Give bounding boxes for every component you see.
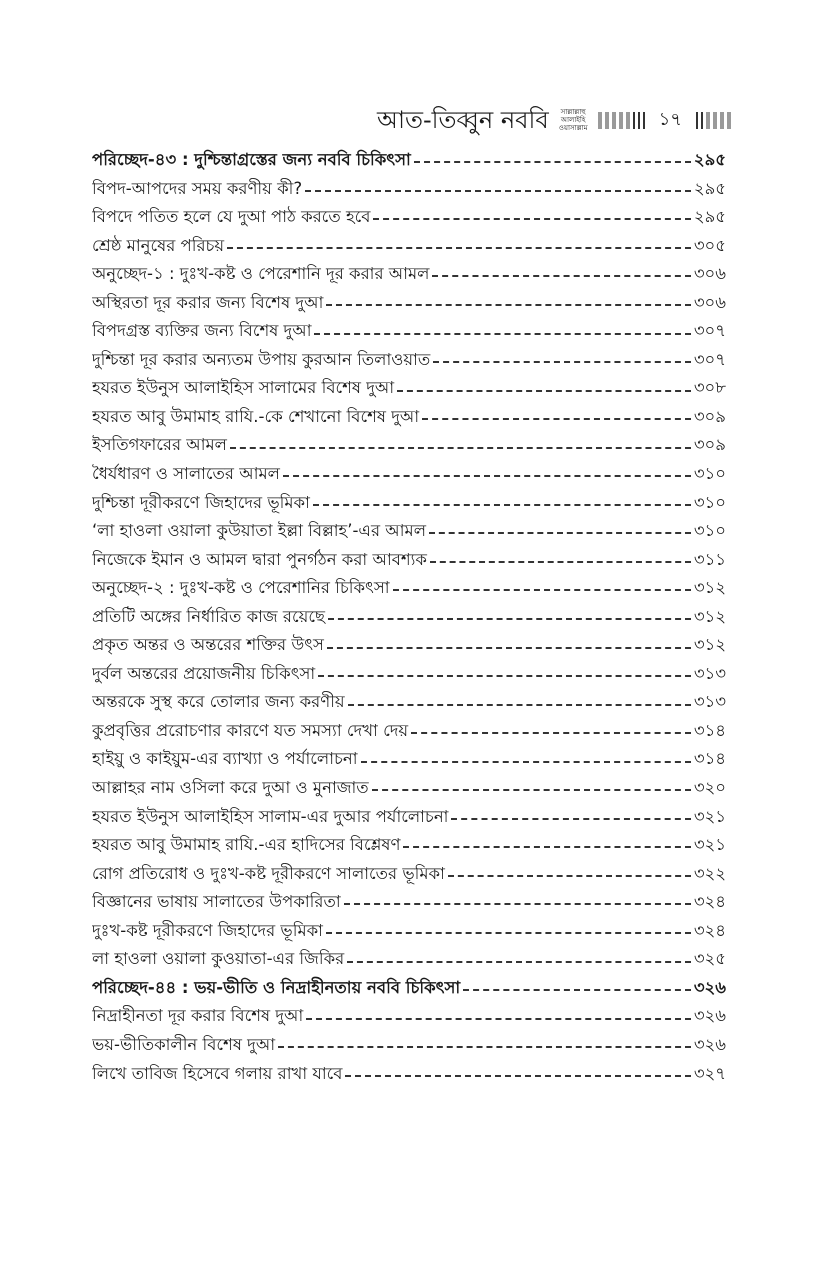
dotted-leader xyxy=(306,1018,691,1020)
toc-entry-title: শ্রেষ্ঠ মানুষের পরিচয় xyxy=(92,235,225,255)
honorific-calligraphy: সাল্লাল্লাহু আলাইহি ওয়াসাল্লাম xyxy=(558,108,588,132)
toc-page-number: ৩০৬ xyxy=(693,264,726,284)
toc-entry-row xyxy=(92,460,726,489)
dotted-leader xyxy=(422,418,691,420)
dotted-leader xyxy=(397,390,691,392)
toc-entry-title: অনুচ্ছেদ-১ : দুঃখ-কষ্ট ও পেরেশানি দূর করার আমল xyxy=(92,264,430,284)
toc-entry-title: প্রকৃত অন্তর ও অন্তরের শক্তির উৎস xyxy=(92,635,324,655)
toc-page-number: ৩০৫ xyxy=(693,235,726,255)
toc-entry-title: অন্তরকে সুস্থ করে তোলার জন্য করণীয় xyxy=(92,692,345,712)
toc-page-number: ৩২৪ xyxy=(693,892,726,912)
toc-page-number: ৩২১ xyxy=(693,806,726,826)
toc-page-number: ৩০৮ xyxy=(693,378,726,398)
toc-entry-title: রোগ প্রতিরোধ ও দুঃখ-কষ্ট দূরীকরণে সালাতের ভূমিকা xyxy=(92,863,445,883)
header-ornament-right xyxy=(696,112,731,129)
toc-entry-title: বিজ্ঞানের ভাষায় সালাতের উপকারিতা xyxy=(92,892,341,912)
toc-entry-row xyxy=(92,688,726,717)
toc-entry-row xyxy=(92,260,726,289)
dotted-leader xyxy=(463,989,691,991)
dotted-leader xyxy=(314,333,690,335)
toc-entry-title: প্রতিটি অঙ্গের নির্ধারিত কাজ রয়েছে xyxy=(92,606,325,626)
toc-entry-row xyxy=(92,745,726,774)
page-number: ১৭ xyxy=(658,108,682,130)
toc-entry-row xyxy=(92,860,726,889)
toc-entry-row xyxy=(92,660,726,689)
toc-page-number: ৩২৭ xyxy=(693,1063,726,1083)
toc-entry-title: দুশ্চিন্তা দূরীকরণে জিহাদের ভূমিকা xyxy=(92,492,310,512)
toc-chapter-row xyxy=(92,974,726,1003)
toc-entry-title: দুর্বল অন্তরের প্রয়োজনীয় চিকিৎসা xyxy=(92,663,316,683)
toc-entry-row xyxy=(92,232,726,261)
toc-page-number: ৩২৬ xyxy=(693,977,726,997)
toc-entry-row xyxy=(92,517,726,546)
toc-entry-row xyxy=(92,574,726,603)
dotted-leader xyxy=(326,932,691,934)
toc-page-number: ৩১৪ xyxy=(693,749,726,769)
dotted-leader xyxy=(393,589,691,591)
toc-entry-row xyxy=(92,888,726,917)
toc-page-number: ৩০৭ xyxy=(693,349,726,369)
toc-entry-title: ভয়-ভীতিকালীন বিশেষ দুআ xyxy=(92,1034,276,1054)
toc-entry-title: ইসতিগফারের আমল xyxy=(92,435,227,455)
toc-entry-title: ‘লা হাওলা ওয়ালা কুউয়াতা ইল্লা বিল্লাহ’-এর আমল xyxy=(92,521,426,541)
dotted-leader xyxy=(361,761,691,763)
toc-entry-row xyxy=(92,945,726,974)
toc-entry-row xyxy=(92,917,726,946)
toc-chapter-row xyxy=(92,146,726,175)
toc-entry-row xyxy=(92,803,726,832)
toc-entry-title: বিপদ-আপদের সময় করণীয় কী? xyxy=(92,178,303,198)
toc-entry-row xyxy=(92,489,726,518)
toc-entry-title: ধৈর্যধারণ ও সালাতের আমল xyxy=(92,464,280,484)
toc-entry-row xyxy=(92,203,726,232)
dotted-leader xyxy=(313,504,691,506)
toc-entry-title: হাইয়ু ও কাইয়ুম-এর ব্যাখ্যা ও পর্যালোচনা xyxy=(92,749,358,769)
dotted-leader xyxy=(432,275,690,277)
toc-page-number: ৩২২ xyxy=(693,863,726,883)
toc-entry-title: দুশ্চিন্তা দূর করার অন্যতম উপায় কুরআন তিলাওয়াত xyxy=(92,349,431,369)
dotted-leader xyxy=(429,532,691,534)
toc-page-number: ৩২৬ xyxy=(693,1034,726,1054)
toc-page-number: ৩২৬ xyxy=(693,1006,726,1026)
dotted-leader xyxy=(372,789,691,791)
toc-entry-row xyxy=(92,175,726,204)
toc-entry-row xyxy=(92,289,726,318)
dotted-leader xyxy=(430,561,691,563)
dotted-leader xyxy=(328,618,691,620)
toc-page-number: ৩০৯ xyxy=(693,406,726,426)
dotted-leader xyxy=(348,704,691,706)
toc-entry-row xyxy=(92,1060,726,1089)
toc-page-number: ৩১৩ xyxy=(693,663,726,683)
toc-entry-title: আল্লাহর নাম ওসিলা করে দুআ ও মুনাজাত xyxy=(92,778,369,798)
toc-entry-title: অনুচ্ছেদ-২ : দুঃখ-কষ্ট ও পেরেশানির চিকিৎসা xyxy=(92,578,390,598)
toc-entry-row xyxy=(92,346,726,375)
toc-page-number: ৩০৭ xyxy=(693,321,726,341)
toc-entry-row xyxy=(92,603,726,632)
toc-entry-row xyxy=(92,831,726,860)
toc-entry-row xyxy=(92,431,726,460)
dotted-leader xyxy=(305,190,691,192)
toc-page-number: ৩০৯ xyxy=(693,435,726,455)
toc-entry-row xyxy=(92,1031,726,1060)
toc-entry-row xyxy=(92,631,726,660)
toc-entry-title: পরিচ্ছেদ-৪৩ : দুশ্চিন্তাগ্রস্তের জন্য নববি চিকিৎসা xyxy=(92,150,411,169)
running-header xyxy=(377,100,731,140)
toc-entry-title: বিপদগ্রস্ত ব্যক্তির জন্য বিশেষ দুআ xyxy=(92,321,312,341)
dotted-leader xyxy=(283,475,691,477)
dotted-leader xyxy=(448,875,691,877)
toc-page-number: ৩১৩ xyxy=(693,692,726,712)
toc-entry-title: নিদ্রাহীনতা দূর করার বিশেষ দুআ xyxy=(92,1006,304,1026)
toc-entry-title: হযরত আবু উমামাহ রাযি.-এর হাদিসের বিশ্লেষণ xyxy=(92,835,401,855)
toc-entry-title: অস্থিরতা দূর করার জন্য বিশেষ দুআ xyxy=(92,292,324,312)
toc-entry-row xyxy=(92,546,726,575)
toc-entry-title: পরিচ্ছেদ-৪৪ : ভয়-ভীতি ও নিদ্রাহীনতায় নববি চিকিৎসা xyxy=(92,977,461,997)
toc-entry-title: হযরত ইউনুস আলাইহিস সালামের বিশেষ দুআ xyxy=(92,378,395,398)
toc-entry-row xyxy=(92,717,726,746)
dotted-leader xyxy=(403,846,690,848)
dotted-leader xyxy=(373,218,690,220)
toc-entry-title: হযরত আবু উমামাহ রাযি.-কে শেখানো বিশেষ দুআ xyxy=(92,406,420,426)
toc-entry-title: দুঃখ-কষ্ট দূরীকরণে জিহাদের ভূমিকা xyxy=(92,920,323,940)
dotted-leader xyxy=(414,161,691,163)
toc-page-number: ৩১০ xyxy=(693,492,726,512)
dotted-leader xyxy=(326,304,690,306)
toc-page-number: ৩২১ xyxy=(693,835,726,855)
toc-page-number: ৩২০ xyxy=(693,778,726,798)
toc-page-number: ২৯৫ xyxy=(693,178,726,198)
toc-entry-title: বিপদে পতিত হলে যে দুআ পাঠ করতে হবে xyxy=(92,207,371,227)
toc-entry-title: কুপ্রবৃত্তির প্ররোচণার কারণে যত সমস্যা দেখা দেয় xyxy=(92,720,409,740)
toc-page-number: ৩১২ xyxy=(693,578,726,598)
toc-page-number: ৩২৫ xyxy=(693,949,726,969)
toc-entry-row xyxy=(92,403,726,432)
toc-entry-title: লা হাওলা ওয়ালা কুওয়াতা-এর জিকির xyxy=(92,949,345,969)
toc-page-number: ৩১২ xyxy=(693,635,726,655)
dotted-leader xyxy=(278,1046,691,1048)
header-ornament-left xyxy=(598,112,645,129)
dotted-leader xyxy=(318,675,691,677)
dotted-leader xyxy=(433,361,691,363)
dotted-leader xyxy=(227,247,691,249)
toc-page-number: ৩১১ xyxy=(693,549,726,569)
toc-page-number: ৩১৪ xyxy=(693,720,726,740)
toc-page-number: ২৯৫ xyxy=(693,207,726,227)
toc-page-number: ২৯৫ xyxy=(693,150,726,169)
dotted-leader xyxy=(451,818,690,820)
toc-entry-title: লিখে তাবিজ হিসেবে গলায় রাখা যাবে xyxy=(92,1063,343,1083)
toc-page-number: ৩১০ xyxy=(693,521,726,541)
dotted-leader xyxy=(345,1075,690,1077)
dotted-leader xyxy=(411,732,691,734)
book-title: আত-তিব্বুন নববি xyxy=(377,106,549,134)
toc-page-number: ৩২৪ xyxy=(693,920,726,940)
toc-entry-row xyxy=(92,774,726,803)
dotted-leader xyxy=(230,447,691,449)
dotted-leader xyxy=(327,647,691,649)
dotted-leader xyxy=(347,961,691,963)
toc-entry-row xyxy=(92,1002,726,1031)
dotted-leader xyxy=(344,903,691,905)
toc-page-number: ৩১২ xyxy=(693,606,726,626)
toc-entry-row xyxy=(92,317,726,346)
table-of-contents xyxy=(92,146,726,1088)
toc-page-number: ৩০৬ xyxy=(693,292,726,312)
toc-entry-title: নিজেকে ইমান ও আমল দ্বারা পুনর্গঠন করা আবশ্যক xyxy=(92,549,427,569)
toc-page-number: ৩১০ xyxy=(693,464,726,484)
toc-entry-row xyxy=(92,374,726,403)
toc-entry-title: হযরত ইউনুস আলাইহিস সালাম-এর দুআর পর্যালোচনা xyxy=(92,806,449,826)
